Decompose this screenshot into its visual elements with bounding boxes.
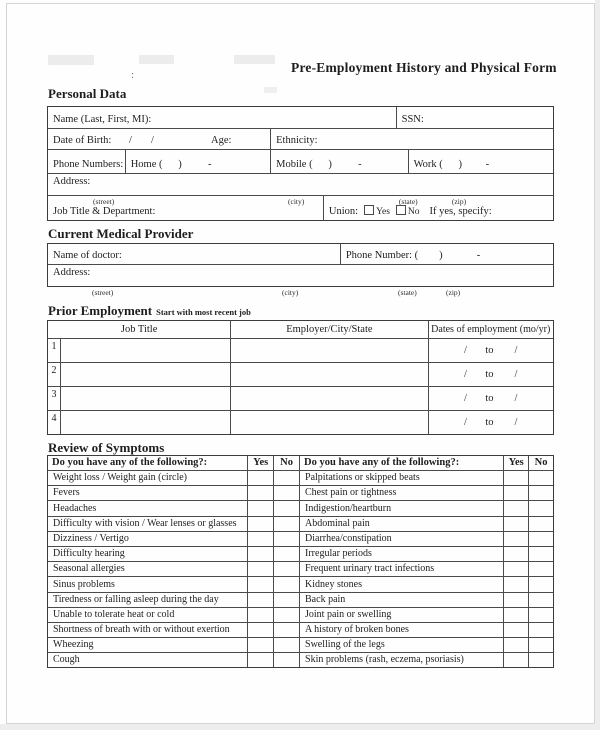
symptom-label: A history of broken bones [299, 623, 503, 637]
letterhead-artifact [234, 55, 275, 64]
symptom-yes-cell[interactable] [503, 532, 528, 546]
symptom-yes-cell[interactable] [247, 608, 273, 622]
symptom-label: Frequent urinary tract infections [299, 562, 503, 576]
no-header-left: No [273, 456, 299, 470]
symptom-yes-cell[interactable] [503, 623, 528, 637]
symptom-label: Weight loss / Weight gain (circle) [53, 472, 188, 484]
symptom-no-cell[interactable] [528, 577, 553, 591]
symptom-label: Swelling of the legs [299, 638, 503, 652]
symptom-yes-cell[interactable] [247, 577, 273, 591]
employer-input-cell[interactable] [230, 363, 427, 386]
dates-column-label: Dates of employment (mo/yr) [431, 324, 551, 335]
symptoms-table [47, 455, 554, 668]
job-title-input-cell[interactable] [60, 363, 230, 386]
symptom-no-cell[interactable] [528, 517, 553, 531]
symptom-label: Cough [53, 654, 80, 666]
doctor-address-field[interactable] [48, 265, 553, 286]
yes-header-left: Yes [247, 456, 273, 470]
union-yes-label: Yes [376, 207, 390, 217]
dates-placeholder: / to / [464, 417, 518, 428]
symptom-no-cell[interactable] [273, 623, 299, 637]
address-label: Address: [53, 176, 91, 187]
scan-edge-shadow-bottom [0, 724, 600, 730]
dates-input-cell[interactable] [428, 339, 554, 362]
symptom-yes-cell[interactable] [503, 608, 528, 622]
letterhead-artifact [139, 55, 174, 64]
symptom-yes-cell[interactable] [247, 486, 273, 500]
symptom-no-cell[interactable] [528, 653, 553, 667]
medical-provider-heading: Current Medical Provider [48, 226, 194, 241]
symptom-yes-cell[interactable] [247, 547, 273, 561]
symptom-yes-cell[interactable] [503, 638, 528, 652]
job-title-field[interactable] [48, 196, 323, 220]
symptoms-header-row [48, 456, 553, 470]
symptom-no-cell[interactable] [273, 532, 299, 546]
employer-input-cell[interactable] [230, 411, 427, 434]
symptom-label: Wheezing [53, 639, 94, 651]
prior-employment-heading [48, 303, 251, 319]
table-row [48, 173, 553, 195]
symptom-no-cell[interactable] [273, 471, 299, 485]
phone-numbers-label: Phone Numbers: [53, 159, 124, 170]
row-number: 3 [51, 389, 57, 400]
job-title-input-cell[interactable] [60, 387, 230, 410]
symptom-yes-cell[interactable] [247, 593, 273, 607]
symptom-label: Difficulty with vision / Wear lenses or glasses [53, 517, 237, 529]
symptom-label: Kidney stones [299, 577, 503, 591]
symptom-no-cell[interactable] [528, 532, 553, 546]
city-label: (city) [282, 288, 299, 297]
row-number: 4 [51, 413, 57, 424]
job-title-input-cell[interactable] [60, 339, 230, 362]
job-title-label: Job Title & Department: [53, 206, 156, 217]
age-label: Age: [211, 135, 232, 146]
symptom-label: Shortness of breath with or without exertion [53, 624, 230, 636]
symptom-no-cell[interactable] [528, 547, 553, 561]
question-header-right: Do you have any of the following?: [299, 456, 503, 470]
symptom-yes-cell[interactable] [503, 547, 528, 561]
symptom-row [48, 637, 553, 652]
dob-slash: / [129, 135, 132, 146]
symptom-label: Palpitations or skipped beats [299, 471, 503, 485]
symptom-no-cell[interactable] [528, 562, 553, 576]
scan-edge-shadow-right [595, 0, 600, 730]
symptom-yes-cell[interactable] [503, 577, 528, 591]
symptom-yes-cell[interactable] [503, 593, 528, 607]
symptom-no-cell[interactable] [273, 638, 299, 652]
dates-input-cell[interactable] [428, 411, 554, 434]
yes-header-right: Yes [503, 456, 528, 470]
symptom-yes-cell[interactable] [503, 471, 528, 485]
zip-label: (zip) [451, 197, 467, 206]
dates-input-cell[interactable] [428, 387, 554, 410]
letterhead-colon: : [131, 69, 135, 81]
symptom-label: Joint pain or swelling [299, 608, 503, 622]
question-header-left: Do you have any of the following?: [52, 457, 208, 468]
symptom-row [48, 652, 553, 667]
symptom-yes-cell[interactable] [247, 623, 273, 637]
doctor-phone-field[interactable] [340, 244, 553, 264]
symptom-no-cell[interactable] [528, 501, 553, 515]
doctor-phone-label: Phone Number: ( ) - [345, 250, 481, 261]
symptom-yes-cell[interactable] [247, 653, 273, 667]
symptom-yes-cell[interactable] [503, 517, 528, 531]
symptom-label: Difficulty hearing [53, 548, 125, 560]
symptom-yes-cell[interactable] [247, 562, 273, 576]
ssn-field[interactable] [396, 107, 553, 128]
dates-placeholder: / to / [464, 345, 518, 356]
letterhead-artifact [264, 87, 277, 93]
symptom-row [48, 607, 553, 622]
symptom-label: Dizziness / Vertigo [53, 532, 129, 544]
symptom-row [48, 576, 553, 591]
col-header-job-title [48, 321, 230, 338]
col-header-employer [230, 321, 427, 338]
union-field [323, 196, 553, 220]
letterhead-artifact [48, 55, 94, 65]
symptom-no-cell[interactable] [273, 593, 299, 607]
personal-data-heading: Personal Data [48, 86, 127, 101]
union-line [329, 205, 492, 217]
home-phone-field[interactable] [125, 150, 270, 173]
symptom-yes-cell[interactable] [247, 501, 273, 515]
symptom-no-cell[interactable] [528, 608, 553, 622]
ssn-label: SSN: [401, 114, 424, 125]
row-number: 2 [51, 365, 57, 376]
state-label: (state) [398, 197, 418, 206]
symptom-yes-cell[interactable] [247, 471, 273, 485]
symptom-no-cell[interactable] [528, 638, 553, 652]
table-row [48, 264, 553, 286]
symptom-row [48, 531, 553, 546]
symptom-label: Tiredness or falling asleep during the day [53, 593, 219, 605]
symptom-yes-cell[interactable] [503, 653, 528, 667]
form-title: Pre-Employment History and Physical Form [291, 60, 557, 75]
work-phone-label: Work ( ) - [413, 159, 490, 170]
employment-row [48, 362, 553, 386]
symptom-label: Chest pain or tightness [299, 486, 503, 500]
address-field[interactable] [48, 174, 553, 195]
table-row [48, 128, 553, 149]
symptom-label: Diarrhea/constipation [299, 532, 503, 546]
union-no-checkbox[interactable] [396, 205, 406, 215]
street-label: (street) [92, 288, 114, 297]
mobile-phone-label: Mobile ( ) - [276, 159, 362, 170]
employment-row [48, 410, 553, 434]
if-yes-specify-label: If yes, specify: [429, 206, 492, 217]
symptom-no-cell[interactable] [273, 653, 299, 667]
symptom-label: Irregular periods [299, 547, 503, 561]
symptom-label: Seasonal allergies [53, 563, 125, 575]
table-row [48, 149, 553, 173]
review-of-symptoms-heading: Review of Symptoms [48, 440, 165, 455]
table-row [48, 195, 553, 220]
name-label: Name (Last, First, MI): [53, 114, 152, 125]
symptom-yes-cell[interactable] [247, 532, 273, 546]
symptom-label: Sinus problems [53, 578, 115, 590]
name-field[interactable] [48, 107, 396, 128]
prior-employment-table [47, 320, 554, 435]
dob-label: Date of Birth: [53, 135, 112, 146]
zip-label: (zip) [446, 288, 461, 297]
col-header-dates [428, 321, 554, 338]
symptom-label: Fevers [53, 487, 80, 499]
city-label: (city) [288, 197, 305, 206]
dates-placeholder: / to / [464, 369, 518, 380]
employer-input-cell[interactable] [230, 339, 427, 362]
work-phone-field[interactable] [408, 150, 553, 173]
ethnicity-field[interactable] [270, 129, 553, 149]
table-row [48, 244, 553, 264]
phone-numbers-label-cell [48, 150, 125, 173]
symptom-yes-cell[interactable] [247, 638, 273, 652]
symptom-row [48, 500, 553, 515]
symptom-yes-cell[interactable] [503, 501, 528, 515]
no-header-right: No [528, 456, 553, 470]
state-label: (state) [398, 288, 417, 297]
prior-employment-title: Prior Employment [48, 303, 153, 318]
symptom-no-cell[interactable] [273, 547, 299, 561]
personal-data-table [47, 106, 554, 221]
symptom-label: Unable to tolerate heat or cold [53, 608, 175, 620]
symptom-row [48, 485, 553, 500]
dob-slash: / [151, 135, 154, 146]
prior-employment-subheading: Start with most recent job [156, 307, 251, 317]
symptom-label: Abdominal pain [299, 517, 503, 531]
symptom-label: Back pain [299, 593, 503, 607]
symptom-yes-cell[interactable] [247, 517, 273, 531]
mobile-phone-field[interactable] [270, 150, 407, 173]
symptom-label: Headaches [53, 502, 97, 514]
symptom-label: Skin problems (rash, eczema, psoriasis) [299, 653, 503, 667]
street-label: (street) [93, 197, 115, 206]
union-yes-checkbox[interactable] [364, 205, 374, 215]
dates-placeholder: / to / [464, 393, 518, 404]
symptom-row [48, 622, 553, 637]
symptom-no-cell[interactable] [273, 608, 299, 622]
job-title-input-cell[interactable] [60, 411, 230, 434]
job-title-column-label: Job Title [120, 324, 158, 335]
symptom-no-cell[interactable] [273, 517, 299, 531]
symptom-no-cell[interactable] [273, 562, 299, 576]
table-header-row [48, 321, 553, 338]
symptom-no-cell[interactable] [528, 486, 553, 500]
symptom-no-cell[interactable] [528, 593, 553, 607]
employment-row [48, 386, 553, 410]
union-label: Union: [328, 206, 359, 217]
union-no-label: No [407, 207, 420, 217]
symptom-yes-cell[interactable] [503, 486, 528, 500]
symptom-row [48, 546, 553, 561]
home-phone-label: Home ( ) - [130, 159, 212, 170]
symptom-no-cell[interactable] [528, 471, 553, 485]
doctor-name-label: Name of doctor: [53, 250, 122, 261]
doctor-name-field[interactable] [48, 244, 340, 264]
dates-input-cell[interactable] [428, 363, 554, 386]
table-row [48, 107, 553, 128]
provider-address-sublabels [47, 288, 554, 298]
symptom-no-cell[interactable] [273, 577, 299, 591]
symptom-row [48, 470, 553, 485]
ethnicity-label: Ethnicity: [276, 135, 318, 146]
symptom-row [48, 516, 553, 531]
employer-column-label: Employer/City/State [286, 324, 373, 335]
row-number: 1 [51, 341, 57, 352]
symptom-no-cell[interactable] [273, 486, 299, 500]
doctor-address-label: Address: [53, 267, 91, 278]
symptom-no-cell[interactable] [273, 501, 299, 515]
dob-age-field[interactable] [48, 129, 270, 149]
symptom-no-cell[interactable] [528, 623, 553, 637]
symptom-label: Indigestion/heartburn [299, 501, 503, 515]
symptom-row [48, 561, 553, 576]
medical-provider-table [47, 243, 554, 287]
employer-input-cell[interactable] [230, 387, 427, 410]
symptom-row [48, 592, 553, 607]
employment-row [48, 338, 553, 362]
symptom-yes-cell[interactable] [503, 562, 528, 576]
